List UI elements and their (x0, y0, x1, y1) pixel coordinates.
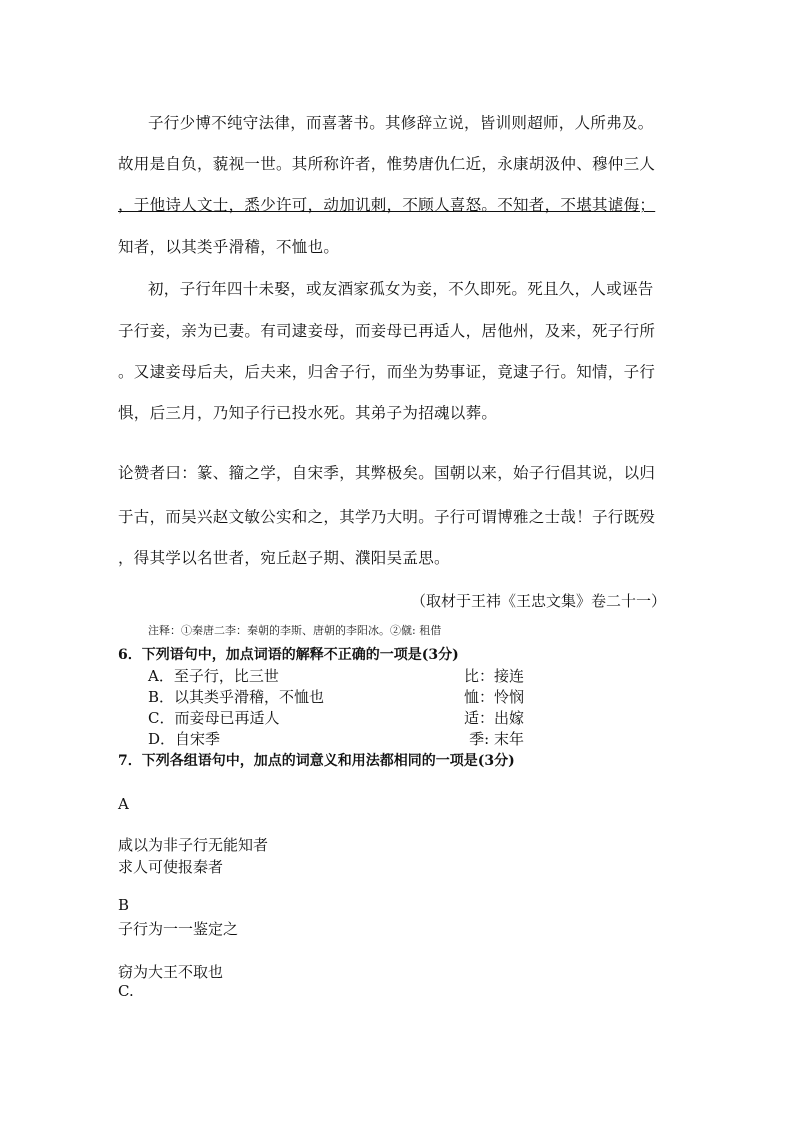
question-6-title: 6．下列语句中，加点词语的解释不正确的一项是(3分) (118, 647, 459, 663)
q7-b-line-1: 子行为一一鉴定之 (118, 920, 239, 938)
passage-line-4: 知者，以其类乎滑稽，不恤也。 (118, 238, 340, 256)
passage-line-11: ，得其学以名世者，宛丘赵子期、濮阳吴孟思。 (118, 549, 450, 567)
q7-a-line-1: 咸以为非子行无能知者 (118, 836, 269, 854)
passage-line-3 (118, 193, 655, 215)
underlined-sentence: ，于他诗人文士，悉少许可，动加讥刺，不顾人喜怒。不知者，不堪其谑侮； (118, 196, 656, 214)
passage-line-2: 故用是自负，藐视一世。其所称许者，惟势唐仇仁近，永康胡汲仲、穆仲三人 (118, 155, 656, 173)
footnote: 注释：①秦唐二李：秦朝的李斯、唐朝的李阳冰。②僦: 租借 (148, 624, 442, 637)
q6-gloss-b: 恤：怜悯 (463, 688, 524, 706)
q7-b-line-2: 窃为大王不取也 (118, 963, 224, 981)
passage-line-9: 论赞者曰：篆、籀之学，自宋季，其弊极矣。国朝以来，始子行倡其说，以归 (118, 464, 656, 482)
passage-line-1: 子行少博不纯守法律，而喜著书。其修辞立说，皆训则超师，人所弗及。 (148, 114, 654, 132)
question-7-title: 7．下列各组语句中，加点的词意义和用法都相同的一项是(3分) (118, 753, 515, 769)
q6-option-a: A．至子行，比三世 (148, 667, 279, 685)
passage-line-7: 。又逮妾母后夫，后夫来，归舍子行，而坐为势事证，竟逮子行。知情，子行 (118, 363, 656, 381)
q6-gloss-c: 适：出嫁 (463, 709, 524, 727)
q6-gloss-d: 季: 末年 (469, 730, 524, 748)
q7-label-b: B (118, 896, 130, 914)
q7-label-a: A (118, 795, 129, 813)
q6-gloss-a: 比：接连 (463, 667, 524, 685)
passage-line-6: 子行妾，亲为已妻。有司逮妾母，而妾母已再适人，居他州，及来，死子行所 (118, 322, 656, 340)
q6-option-c: C．而妾母已再适人 (148, 709, 280, 727)
q7-label-c: C. (118, 982, 134, 1000)
passage-line-10: 于古，而吴兴赵文敏公实和之，其学乃大明。子行可谓博雅之士哉！子行既殁 (118, 508, 656, 526)
passage-line-5: 初，子行年四十未娶，或友酒家孤女为妾，不久即死。死且久，人或诬告 (148, 280, 654, 298)
q6-option-d: D．自宋季 (148, 730, 221, 748)
q6-option-b: B．以其类乎滑稽，不恤也 (148, 688, 325, 706)
passage-line-8: 惧，后三月，乃知子行已投水死。其弟子为招魂以葬。 (118, 404, 498, 422)
source-citation: （取材于王祎《王忠文集》卷二十一） (410, 592, 666, 610)
q7-a-line-2: 求人可使报秦者 (118, 858, 224, 876)
